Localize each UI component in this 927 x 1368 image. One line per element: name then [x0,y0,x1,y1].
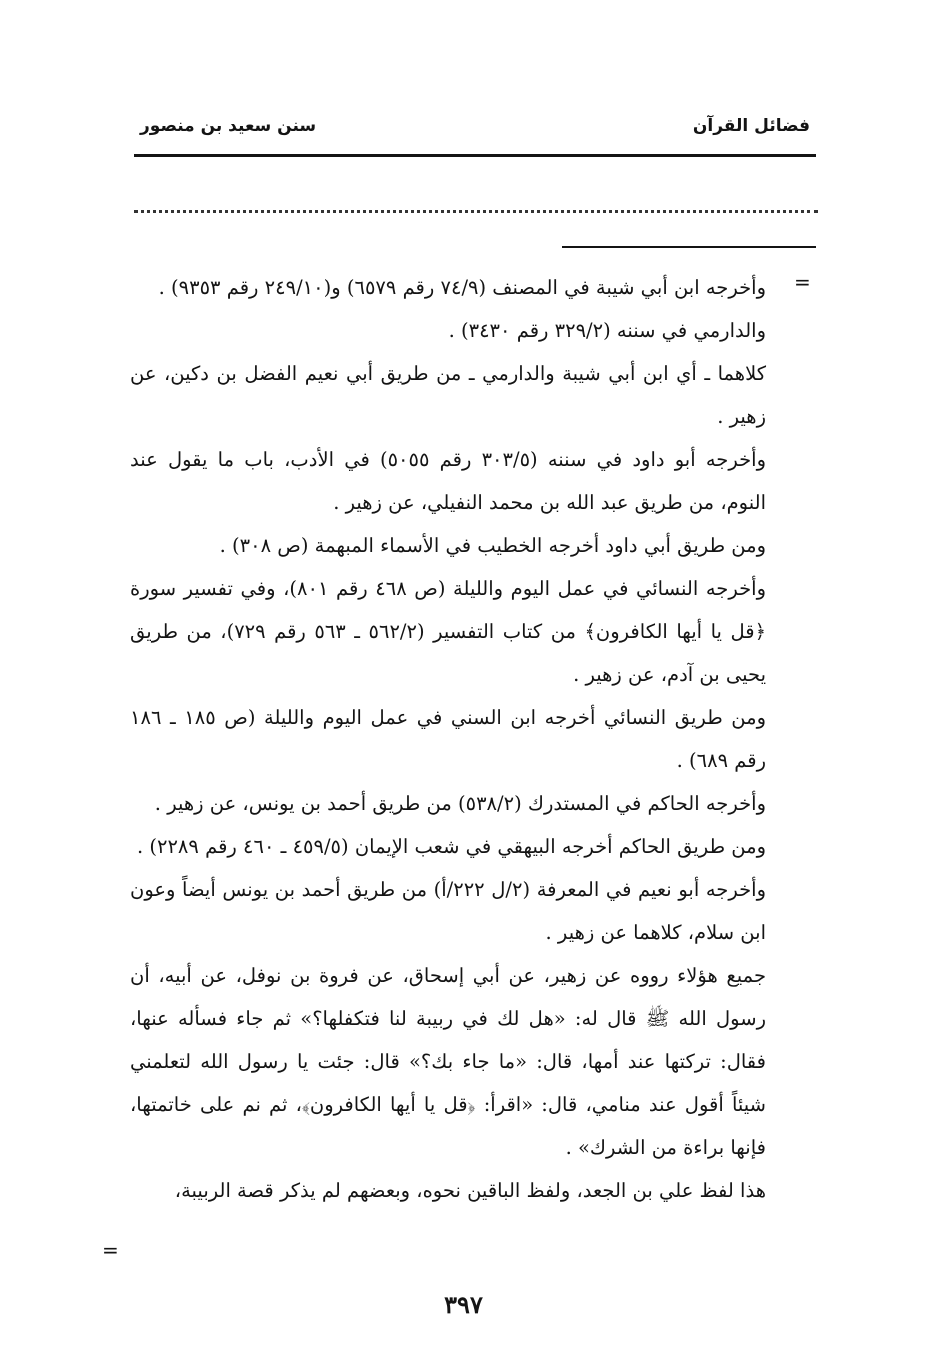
paragraph: وأخرجه أبو نعيم في المعرفة (٢/ل ٢٢٢/أ) من طريق أحمد بن يونس أيضاً وعون ابن سلام، كلاهما عن زهير . [130,878,767,944]
paragraph: هذا لفظ علي بن الجعد، ولفظ الباقين نحوه، وبعضهم لم يذكر قصة الربيبة، [174,1179,766,1202]
continuation-mark-end: = [102,1238,119,1262]
paragraph: وأخرجه الحاكم في المستدرك (٥٣٨/٢) من طريق أحمد بن يونس، عن زهير . [154,792,766,815]
paragraph: وأخرجه النسائي في عمل اليوم والليلة (ص ٤٦٨ رقم ٨٠١)، وفي تفسير سورة ﴿قل يا أيها الكافرون﴾ من كتاب التفسير (٥٦٢/٢ ـ ٥٦٣ رقم ٧٢٩)، من طريق يحيى بن آدم، عن زهير . [130,577,766,686]
paragraph: وأخرجه ابن أبي شيبة في المصنف (٧٤/٩ رقم ٦٥٧٩) و(٢٤٩/١٠ رقم ٩٣٥٣) . [158,276,766,299]
paragraph: ومن طريق الحاكم أخرجه البيهقي في شعب الإيمان (٤٥٩/٥ ـ ٤٦٠ رقم ٢٢٨٩) . [136,835,766,858]
running-header [134,112,816,146]
paragraph: والدارمي في سننه (٣٢٩/٢ رقم ٣٤٣٠) . [448,319,766,342]
paragraph: كلاهما ـ أي ابن أبي شيبة والدارمي ـ من طريق أبي نعيم الفضل بن دكين، عن زهير . [130,362,766,428]
paragraph: ومن طريق أبي داود أخرجه الخطيب في الأسماء المبهمة (ص ٣٠٨) . [219,534,766,557]
paragraph: وأخرجه أبو داود في سننه (٣٠٣/٥ رقم ٥٠٥٥) في الأدب، باب ما يقول عند النوم، من طريق عبد الله بن محمد النفيلي، عن زهير . [130,448,766,514]
chapter-title: فضائل القرآن [692,116,810,136]
paragraph: جميع هؤلاء رووه عن زهير، عن أبي إسحاق، عن فروة بن نوفل، عن أبيه، أن رسول الله ﷺ قال له: «هل لك في ربيبة لنا فتكفلها؟» ثم جاء فسأله عنها، فقال: تركتها عند أمها، قال: «ما جاء بك؟» قال: جئت يا رسول الله لتعلمني شيئاً أقول عند منامي، قال: «اقرأ: ﴿قل يا أيها الكافرون﴾، ثم نم على خاتمتها، فإنها براءة من الشرك» . [130,964,766,1159]
page-number: ٣٩٧ [444,1290,483,1319]
paragraph: ومن طريق النسائي أخرجه ابن السني في عمل اليوم والليلة (ص ١٨٥ ـ ١٨٦ رقم ٦٨٩) . [130,706,766,772]
continuation-mark-start: = [794,270,811,294]
book-title: سنن سعيد بن منصور [140,116,317,136]
header-rule [134,154,816,157]
footnote-body [130,266,766,1212]
dotted-separator [134,210,818,213]
footnote-rule [562,246,816,248]
